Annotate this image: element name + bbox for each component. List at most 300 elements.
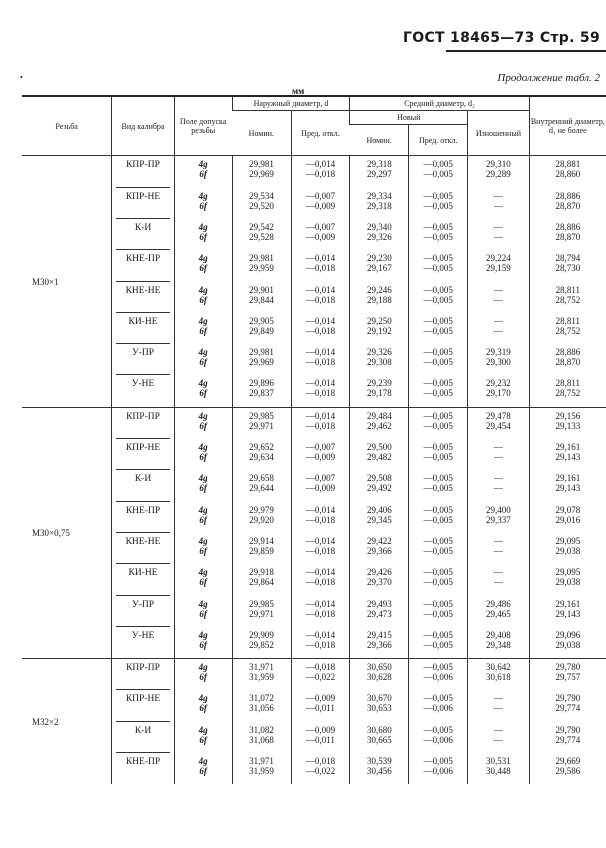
- dimension-value: —0,009: [305, 724, 336, 735]
- dimension-value: 29,969: [249, 357, 274, 368]
- dimension-value: 29,161: [555, 442, 581, 453]
- dimension-value: 29,918: [249, 567, 274, 578]
- col-gauge-type: Вид калибра: [112, 96, 174, 156]
- dimension-value: —0,005: [423, 231, 453, 242]
- tolerance-value: 4g: [198, 378, 208, 389]
- dimension-value: —0,018: [305, 325, 336, 336]
- dimension-value: 29,780: [555, 662, 581, 673]
- dimension-value: 29,161: [555, 598, 581, 609]
- dimension-value: —0,011: [305, 734, 335, 745]
- dimension-value: 29,156: [555, 410, 581, 421]
- tolerance-value: 4g: [198, 598, 208, 609]
- dimension-value: 29,038: [555, 639, 581, 650]
- dimension-value: —0,011: [305, 703, 335, 714]
- tolerance-value: 4g: [198, 190, 208, 201]
- dimension-value: 30,680: [366, 724, 392, 735]
- dimension-value: 31,959: [249, 672, 274, 683]
- value-cell-d2-nom: [350, 659, 409, 785]
- dimension-value: —0,005: [423, 169, 453, 180]
- value-cell-d1: [529, 407, 606, 658]
- header-rule: [446, 50, 606, 52]
- dimension-value: 30,618: [486, 672, 511, 683]
- dimension-value: 28,870: [555, 231, 581, 242]
- dimension-value: 28,886: [555, 221, 581, 232]
- dimension-value: 29,757: [555, 672, 581, 683]
- value-cell-d-dev: [291, 407, 350, 658]
- tolerance-value: 4g: [198, 315, 208, 326]
- dimension-value: —0,014: [305, 598, 336, 609]
- value-cell-d2-dev: [409, 407, 468, 658]
- dimension-value: 31,971: [249, 662, 274, 673]
- dimension-value: 31,971: [249, 756, 274, 767]
- dimension-value: —0,006: [423, 703, 453, 714]
- dimension-value: 29,016: [555, 514, 581, 525]
- dimension-value: —0,005: [423, 567, 453, 578]
- dimension-value: —0,009: [305, 483, 336, 494]
- dimension-value: —0,014: [305, 567, 336, 578]
- dimension-value: —: [493, 734, 503, 745]
- dimension-value: —0,005: [423, 253, 453, 264]
- gauge-type-label: КПР-НЕ: [116, 690, 169, 721]
- tolerance-value: 4g: [198, 442, 208, 453]
- dimension-value: 31,959: [249, 766, 274, 777]
- dimension-value: 29,969: [249, 169, 274, 180]
- scan-mark: •: [20, 73, 23, 82]
- dimension-value: 29,326: [366, 347, 392, 358]
- tolerance-value: 6f: [199, 577, 207, 588]
- dimension-value: 29,634: [249, 452, 274, 463]
- col-tolerance-field: Поле допуска резьбы: [174, 96, 232, 156]
- tolerance-value: 4g: [198, 504, 208, 515]
- value-cell-d-nom: [232, 156, 291, 407]
- dimension-value: —0,018: [305, 545, 336, 556]
- dimension-value: 29,232: [486, 378, 511, 389]
- dimension-value: —0,005: [423, 514, 453, 525]
- dimension-value: 28,730: [555, 263, 581, 274]
- dimension-value: 29,366: [366, 545, 392, 556]
- value-cell-d-dev: [291, 659, 350, 785]
- dimension-value: —: [493, 567, 503, 578]
- dimension-value: 30,665: [366, 734, 392, 745]
- col-outer-diameter: Наружный диаметр, d: [232, 96, 350, 111]
- dimension-value: —: [493, 703, 503, 714]
- dimension-value: —0,009: [305, 693, 336, 704]
- dimension-value: 29,864: [249, 577, 274, 588]
- dimension-value: 29,508: [366, 473, 392, 484]
- dimension-value: —0,005: [423, 442, 453, 453]
- dimension-value: 29,844: [249, 294, 274, 305]
- dimension-value: —: [493, 325, 503, 336]
- dimension-value: 29,310: [486, 159, 511, 170]
- gauge-type-cell: [112, 156, 174, 407]
- dimension-value: —0,018: [305, 577, 336, 588]
- tolerance-value: 4g: [198, 724, 208, 735]
- col-pitch-diameter: Средний диаметр, d₂: [350, 96, 529, 111]
- dimension-value: 28,860: [555, 169, 581, 180]
- dimension-value: 29,297: [366, 169, 392, 180]
- gauge-type-label: КПР-ПР: [116, 156, 169, 187]
- tolerance-value: 4g: [198, 756, 208, 767]
- dimension-value: 29,159: [486, 263, 511, 274]
- dimension-value: 31,068: [249, 734, 274, 745]
- dimension-value: —0,005: [423, 325, 453, 336]
- dimension-value: 29,415: [366, 629, 392, 640]
- dimension-value: 29,133: [555, 420, 581, 431]
- dimension-value: 29,400: [486, 504, 511, 515]
- dimension-value: —0,005: [423, 347, 453, 358]
- tolerance-value: 4g: [198, 410, 208, 421]
- gauge-type-label: К-И: [116, 722, 169, 753]
- dimension-value: —0,014: [305, 347, 336, 358]
- gauge-type-label: КИ-НЕ: [116, 313, 169, 344]
- value-cell-worn: [468, 156, 529, 407]
- col-inner-diameter: Внутренний диаметр, d₁ не более: [529, 96, 606, 156]
- dimension-value: —0,005: [423, 388, 453, 399]
- value-cell-tol: [174, 659, 232, 785]
- dimension-value: 30,642: [486, 662, 511, 673]
- dimension-value: 28,752: [555, 388, 581, 399]
- dimension-value: —0,005: [423, 756, 453, 767]
- dimension-value: 29,406: [366, 504, 392, 515]
- dimension-value: 29,246: [366, 284, 392, 295]
- dimension-value: 29,981: [249, 159, 274, 170]
- dimension-value: 29,465: [486, 608, 511, 619]
- dimension-value: 29,774: [555, 734, 581, 745]
- dimension-value: 29,493: [366, 598, 392, 609]
- value-cell-d2-nom: [350, 156, 409, 407]
- dimension-value: —0,018: [305, 169, 336, 180]
- dimension-value: —0,007: [305, 190, 336, 201]
- unit-label: мм: [292, 86, 305, 96]
- dimension-value: 29,979: [249, 504, 274, 515]
- dimension-value: 29,422: [366, 535, 392, 546]
- col-new-nominal: Номин.: [350, 125, 409, 156]
- gauge-type-label: КНЕ-ПР: [116, 250, 169, 281]
- dimension-value: 30,448: [486, 766, 511, 777]
- col-outer-nominal: Номин.: [232, 111, 291, 156]
- col-outer-deviation: Пред. откл.: [291, 111, 350, 156]
- dimension-value: —: [493, 190, 503, 201]
- dimension-value: —0,014: [305, 504, 336, 515]
- tolerance-value: 6f: [199, 545, 207, 556]
- dimension-value: —: [493, 200, 503, 211]
- tolerance-value: 6f: [199, 200, 207, 211]
- gauge-type-label: КПР-НЕ: [116, 188, 169, 219]
- dimension-value: 28,811: [555, 378, 581, 389]
- dimension-value: 31,072: [249, 693, 274, 704]
- dimension-value: 28,870: [555, 200, 581, 211]
- tolerance-value: 6f: [199, 514, 207, 525]
- thread-designation: М30×0,75: [22, 407, 112, 658]
- dimension-value: —0,006: [423, 766, 453, 777]
- dimension-value: 29,170: [486, 388, 511, 399]
- dimension-value: —: [493, 724, 503, 735]
- value-cell-tol: [174, 407, 232, 658]
- dimension-value: —0,022: [305, 672, 336, 683]
- tolerance-value: 4g: [198, 629, 208, 640]
- dimension-value: 29,326: [366, 231, 392, 242]
- dimension-value: —: [493, 483, 503, 494]
- dimension-value: —: [493, 221, 503, 232]
- dimension-value: 29,366: [366, 639, 392, 650]
- tolerance-value: 6f: [199, 420, 207, 431]
- col-new: Новый: [350, 111, 468, 125]
- dimension-value: 29,370: [366, 577, 392, 588]
- dimension-value: —0,018: [305, 608, 336, 619]
- value-cell-d2-dev: [409, 659, 468, 785]
- dimension-value: —0,005: [423, 221, 453, 232]
- dimension-value: 28,886: [555, 190, 581, 201]
- dimension-value: 29,289: [486, 169, 511, 180]
- dimension-value: —0,005: [423, 577, 453, 588]
- tolerance-value: 6f: [199, 231, 207, 242]
- dimension-value: 29,143: [555, 452, 581, 463]
- dimension-value: 29,492: [366, 483, 392, 494]
- gauge-type-label: К-И: [116, 470, 169, 501]
- dimension-value: 29,528: [249, 231, 274, 242]
- dimension-value: 29,239: [366, 378, 392, 389]
- dimension-value: 29,334: [366, 190, 392, 201]
- dimension-value: 29,971: [249, 420, 274, 431]
- dimension-value: 29,486: [486, 598, 511, 609]
- dimension-value: 29,178: [366, 388, 392, 399]
- dimension-value: 29,095: [555, 535, 581, 546]
- dimension-value: —0,014: [305, 159, 336, 170]
- dimension-value: —0,018: [305, 294, 336, 305]
- dimension-value: —0,018: [305, 357, 336, 368]
- tolerance-value: 6f: [199, 263, 207, 274]
- dimension-value: 29,473: [366, 608, 392, 619]
- tolerance-value: 6f: [199, 703, 207, 714]
- dimension-value: —0,005: [423, 535, 453, 546]
- dimension-value: —0,005: [423, 662, 453, 673]
- dimension-value: —: [493, 294, 503, 305]
- dimension-value: 29,308: [366, 357, 392, 368]
- gauge-type-label: КНЕ-ПР: [116, 502, 169, 533]
- value-cell-d-nom: [232, 407, 291, 658]
- tolerance-value: 4g: [198, 567, 208, 578]
- dimension-value: 28,752: [555, 325, 581, 336]
- dimension-value: —0,006: [423, 734, 453, 745]
- dimension-value: 29,790: [555, 724, 581, 735]
- gauge-type-cell: [112, 407, 174, 658]
- dimension-value: 29,914: [249, 535, 274, 546]
- tolerance-value: 4g: [198, 347, 208, 358]
- dimension-value: 29,774: [555, 703, 581, 714]
- dimension-value: —: [493, 231, 503, 242]
- dimension-value: 29,981: [249, 347, 274, 358]
- tolerance-value: 6f: [199, 483, 207, 494]
- dimension-value: 30,653: [366, 703, 392, 714]
- dimension-value: —0,018: [305, 420, 336, 431]
- dimension-value: 29,901: [249, 284, 274, 295]
- dimension-value: 30,456: [366, 766, 392, 777]
- value-cell-worn: [468, 659, 529, 785]
- tolerance-value: 6f: [199, 766, 207, 777]
- dimension-value: —0,005: [423, 473, 453, 484]
- dimension-value: —0,009: [305, 231, 336, 242]
- dimension-value: 29,319: [486, 347, 511, 358]
- dimension-value: —: [493, 315, 503, 326]
- dimension-value: 29,454: [486, 420, 511, 431]
- gauge-type-label: КНЕ-НЕ: [116, 533, 169, 564]
- dimension-value: —: [493, 473, 503, 484]
- dimension-value: 28,870: [555, 357, 581, 368]
- dimension-value: 29,482: [366, 452, 392, 463]
- tolerance-value: 6f: [199, 357, 207, 368]
- dimension-value: 31,082: [249, 724, 274, 735]
- dimension-value: —0,005: [423, 410, 453, 421]
- gauge-type-label: У-НЕ: [131, 379, 155, 390]
- dimension-value: 29,340: [366, 221, 392, 232]
- dimension-value: 29,408: [486, 629, 511, 640]
- dimension-value: —0,005: [423, 420, 453, 431]
- dimension-value: —0,018: [305, 388, 336, 399]
- dimension-value: —0,007: [305, 473, 336, 484]
- dimension-value: 29,462: [366, 420, 392, 431]
- dimension-value: —: [493, 535, 503, 546]
- dimension-value: —0,005: [423, 190, 453, 201]
- dimension-value: 29,837: [249, 388, 274, 399]
- dimension-value: —0,005: [423, 608, 453, 619]
- value-cell-d-nom: [232, 659, 291, 785]
- thread-group-row: [22, 407, 606, 658]
- table-continuation-label: Продолжение табл. 2: [497, 72, 600, 84]
- dimension-value: —0,014: [305, 535, 336, 546]
- dimension-value: —0,005: [423, 724, 453, 735]
- tolerance-value: 6f: [199, 169, 207, 180]
- dimension-value: 29,484: [366, 410, 392, 421]
- dimension-value: 29,078: [555, 504, 581, 515]
- tolerance-value: 4g: [198, 535, 208, 546]
- gauge-type-label: У-ПР: [116, 344, 169, 375]
- dimension-value: —0,007: [305, 221, 336, 232]
- dimension-value: —: [493, 442, 503, 453]
- dimension-value: —0,005: [423, 483, 453, 494]
- dimension-value: 29,520: [249, 200, 274, 211]
- dimension-value: 29,095: [555, 567, 581, 578]
- dimension-value: —0,018: [305, 662, 336, 673]
- dimension-value: —0,018: [305, 756, 336, 767]
- thread-group-row: [22, 156, 606, 407]
- value-cell-d1: [529, 156, 606, 407]
- dimension-value: —0,006: [423, 672, 453, 683]
- dimension-value: 30,628: [366, 672, 392, 683]
- dimension-value: 30,670: [366, 693, 392, 704]
- dimension-value: 29,500: [366, 442, 392, 453]
- dimension-value: 29,224: [486, 253, 511, 264]
- dimension-value: 29,896: [249, 378, 274, 389]
- dimension-value: 29,852: [249, 639, 274, 650]
- tolerance-value: 6f: [199, 452, 207, 463]
- tolerance-value: 4g: [198, 159, 208, 170]
- dimension-value: —0,005: [423, 639, 453, 650]
- dimension-value: —0,005: [423, 378, 453, 389]
- dimension-value: 29,143: [555, 608, 581, 619]
- value-cell-tol: [174, 156, 232, 407]
- dimension-value: 29,038: [555, 545, 581, 556]
- dimension-value: 29,981: [249, 253, 274, 264]
- dimension-value: 29,542: [249, 221, 274, 232]
- gauge-type-label: У-НЕ: [131, 630, 155, 641]
- dimension-value: —0,014: [305, 284, 336, 295]
- dimension-value: 29,345: [366, 514, 392, 525]
- dimension-value: 29,790: [555, 693, 581, 704]
- tolerance-value: 4g: [198, 693, 208, 704]
- page-header: ГОСТ 18465—73 Стр. 59: [403, 30, 600, 46]
- dimension-value: —: [493, 284, 503, 295]
- dimension-value: —0,005: [423, 294, 453, 305]
- dimension-value: 29,143: [555, 483, 581, 494]
- tolerance-value: 6f: [199, 608, 207, 619]
- dimension-value: —0,014: [305, 410, 336, 421]
- dimension-value: —0,022: [305, 766, 336, 777]
- dimension-value: 29,318: [366, 159, 392, 170]
- gauge-type-label: КПР-НЕ: [116, 439, 169, 470]
- dimension-value: 29,250: [366, 315, 392, 326]
- tolerance-value: 6f: [199, 388, 207, 399]
- tolerance-value: 6f: [199, 639, 207, 650]
- dimension-value: 30,650: [366, 662, 392, 673]
- gauge-type-label: КИ-НЕ: [116, 564, 169, 595]
- dimension-value: 29,348: [486, 639, 511, 650]
- tolerance-value: 4g: [198, 221, 208, 232]
- dimension-value: 30,531: [486, 756, 511, 767]
- tolerance-value: 6f: [199, 672, 207, 683]
- dimension-value: —: [493, 577, 503, 588]
- tolerance-value: 4g: [198, 253, 208, 264]
- dimension-value: —0,005: [423, 263, 453, 274]
- dimension-value: —: [493, 693, 503, 704]
- dimension-value: 29,859: [249, 545, 274, 556]
- thread-group-row: [22, 659, 606, 785]
- dimension-value: —0,014: [305, 629, 336, 640]
- dimension-value: 28,811: [555, 315, 581, 326]
- dimension-value: —0,014: [305, 253, 336, 264]
- dimension-value: 31,056: [249, 703, 274, 714]
- dimension-value: 29,985: [249, 410, 274, 421]
- dimension-value: —0,005: [423, 629, 453, 640]
- dimension-value: —0,005: [423, 357, 453, 368]
- dimension-value: —0,005: [423, 598, 453, 609]
- dimension-value: 29,985: [249, 598, 274, 609]
- tolerance-value: 6f: [199, 325, 207, 336]
- tolerance-value: 4g: [198, 284, 208, 295]
- dimension-value: 29,652: [249, 442, 274, 453]
- tolerance-value: 4g: [198, 473, 208, 484]
- col-worn: Изношенный: [468, 111, 529, 156]
- gauge-type-label: У-ПР: [116, 596, 169, 627]
- dimension-value: 29,426: [366, 567, 392, 578]
- dimension-value: 29,188: [366, 294, 392, 305]
- dimension-value: 28,811: [555, 284, 581, 295]
- gauge-type-label: КПР-ПР: [116, 659, 169, 690]
- thread-designation: М32×2: [22, 659, 112, 785]
- dimension-value: 29,971: [249, 608, 274, 619]
- dimension-value: 29,318: [366, 200, 392, 211]
- dimension-value: 29,167: [366, 263, 392, 274]
- dimension-value: 29,658: [249, 473, 274, 484]
- value-cell-d2-nom: [350, 407, 409, 658]
- dimension-value: —0,005: [423, 200, 453, 211]
- gauge-type-label: К-И: [116, 219, 169, 250]
- dimension-value: 28,794: [555, 253, 581, 264]
- dimension-value: 29,669: [555, 756, 581, 767]
- gauge-type-label: КНЕ-НЕ: [116, 282, 169, 313]
- tolerance-value: 6f: [199, 294, 207, 305]
- dimension-value: 29,920: [249, 514, 274, 525]
- dimension-value: —: [493, 545, 503, 556]
